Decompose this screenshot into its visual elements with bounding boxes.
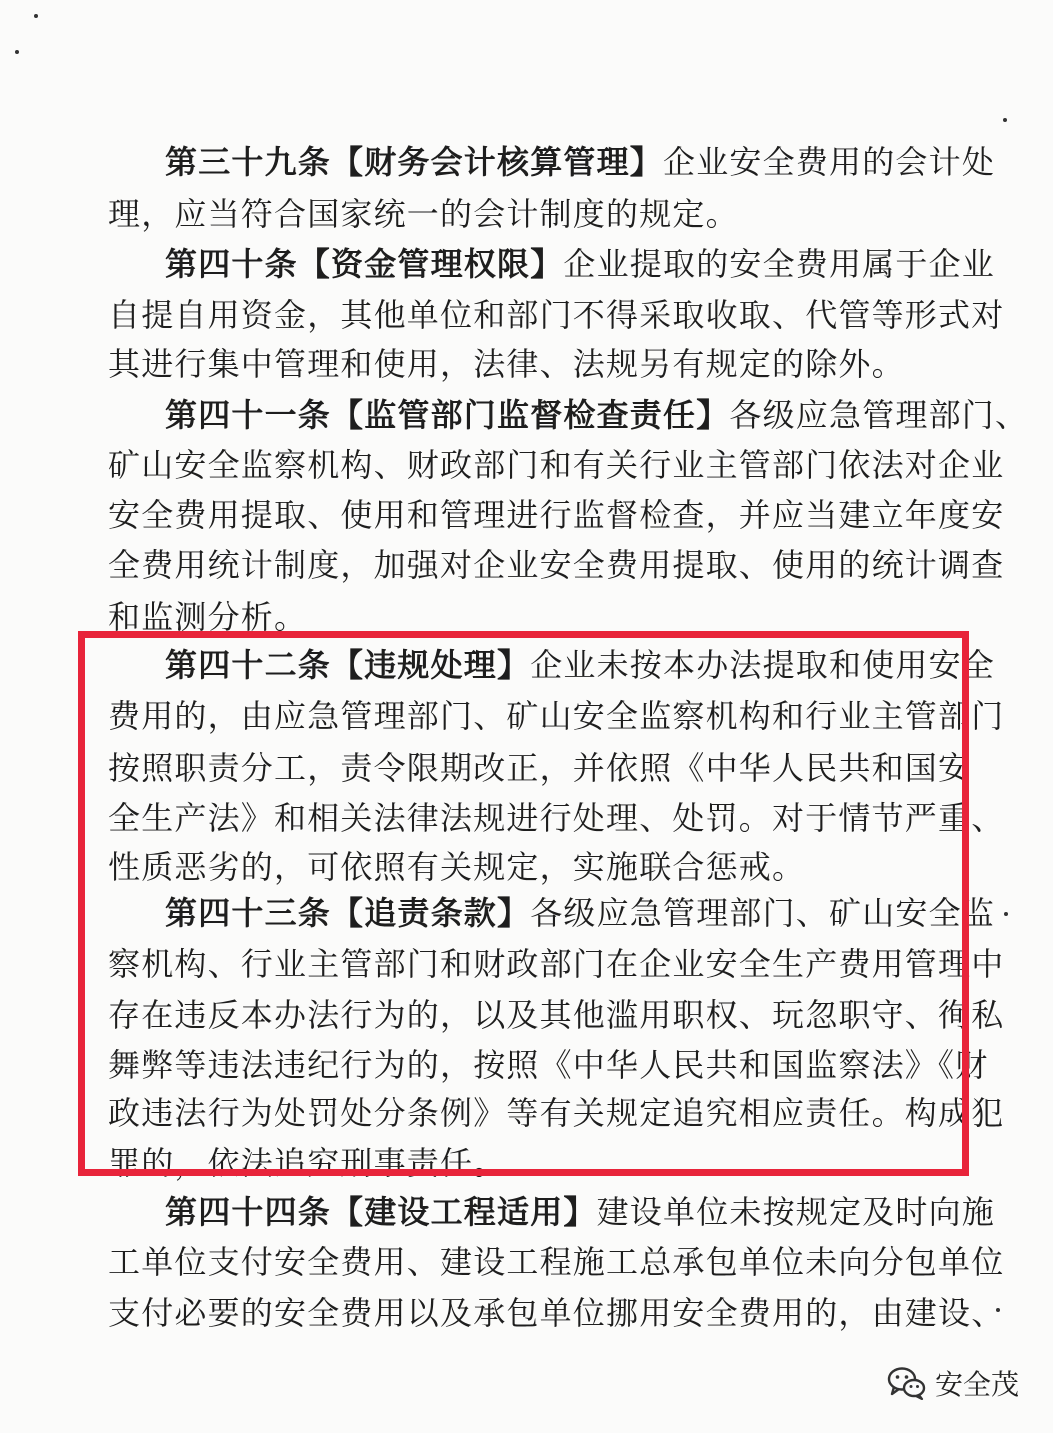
watermark [887,1363,1019,1403]
line-text: 安全费用提取、使用和管理进行监督检查，并应当建立年度安 [108,496,1005,534]
paragraph-line [108,1045,989,1085]
line-text: 政违法行为处罚处分条例》等有关规定追究相应责任。构成犯 [108,1094,1005,1132]
article-title: 第四十条【资金管理权限】 [165,245,564,283]
paragraph-line [108,1143,898,1183]
article-heading-line [165,244,996,284]
paragraph-line [108,1293,1005,1333]
article-title: 第四十三条【追责条款】 [165,894,531,932]
line-text: 性质恶劣的，可依照有关规定，实施联合惩戒。 [108,848,806,886]
paragraph-line [108,847,898,887]
scan-speck [34,14,38,18]
paragraph-line [108,798,1005,838]
article-heading-line [165,645,996,685]
article-title: 第四十二条【违规处理】 [165,646,531,684]
line-text: 其进行集中管理和使用，法律、法规另有规定的除外。 [108,345,905,383]
paragraph-line [108,748,972,788]
line-text: 各级应急管理部门、 [729,396,1029,434]
paragraph-line [108,696,1005,736]
paragraph-line [108,445,1005,485]
article-title: 第四十四条【建设工程适用】 [165,1193,597,1231]
line-text: 企业提取的安全费用属于企业 [563,245,996,283]
scan-speck [1003,118,1007,122]
paragraph-line [108,597,898,637]
article-heading-line [165,1192,996,1232]
article-heading-line [165,893,996,933]
line-text: 存在违反本办法行为的，以及其他滥用职权、玩忽职守、徇私 [108,996,1005,1034]
line-text: 支付必要的安全费用以及承包单位挪用安全费用的，由建设、 [108,1294,1005,1332]
line-text: 察机构、行业主管部门和财政部门在企业安全生产费用管理中 [108,945,1005,983]
wechat-icon [887,1366,927,1400]
paragraph-line [108,944,1005,984]
paragraph-line [108,194,898,234]
line-text: 企业安全费用的会计处 [663,143,996,181]
line-text: 舞弊等违法违纪行为的，按照《中华人民共和国监察法》《财 [108,1046,989,1084]
line-text: 罪的，依法追究刑事责任。 [108,1144,507,1182]
line-text: 和监测分析。 [108,598,308,636]
scan-speck [15,50,19,54]
line-text: 建设单位未按规定及时向施 [596,1193,996,1231]
line-text: 工单位支付安全费用、建设工程施工总承包单位未向分包单位 [108,1243,1005,1281]
paragraph-line [108,1093,1005,1133]
scan-speck [1004,912,1008,916]
paragraph-line [108,995,1005,1035]
line-text: 按照职责分工，责令限期改正，并依照《中华人民共和国安 [108,749,972,787]
paragraph-line [108,344,905,384]
line-text: 矿山安全监察机构、财政部门和有关行业主管部门依法对企业 [108,446,1005,484]
paragraph-line [108,295,1005,335]
paragraph-line [108,1242,1005,1282]
line-text: 各级应急管理部门、矿山安全监 [530,894,996,932]
watermark-label: 安全茂 [934,1368,1019,1401]
article-heading-line [165,142,996,182]
article-title: 第三十九条【财务会计核算管理】 [165,143,664,181]
line-text: 全费用统计制度，加强对企业安全费用提取、使用的统计调查 [108,546,1005,584]
paragraph-line [108,545,1005,585]
line-text: 企业未按本办法提取和使用安全 [530,646,996,684]
article-title: 第四十一条【监管部门监督检查责任】 [165,396,730,434]
line-text: 自提自用资金，其他单位和部门不得采取收取、代管等形式对 [108,296,1005,334]
line-text: 费用的，由应急管理部门、矿山安全监察机构和行业主管部门 [108,697,1005,735]
line-text: 理，应当符合国家统一的会计制度的规定。 [108,195,739,233]
paragraph-line [108,495,1005,535]
article-heading-line [165,395,1029,435]
line-text: 全生产法》和相关法律法规进行处理、处罚。对于情节严重、 [108,799,1005,837]
